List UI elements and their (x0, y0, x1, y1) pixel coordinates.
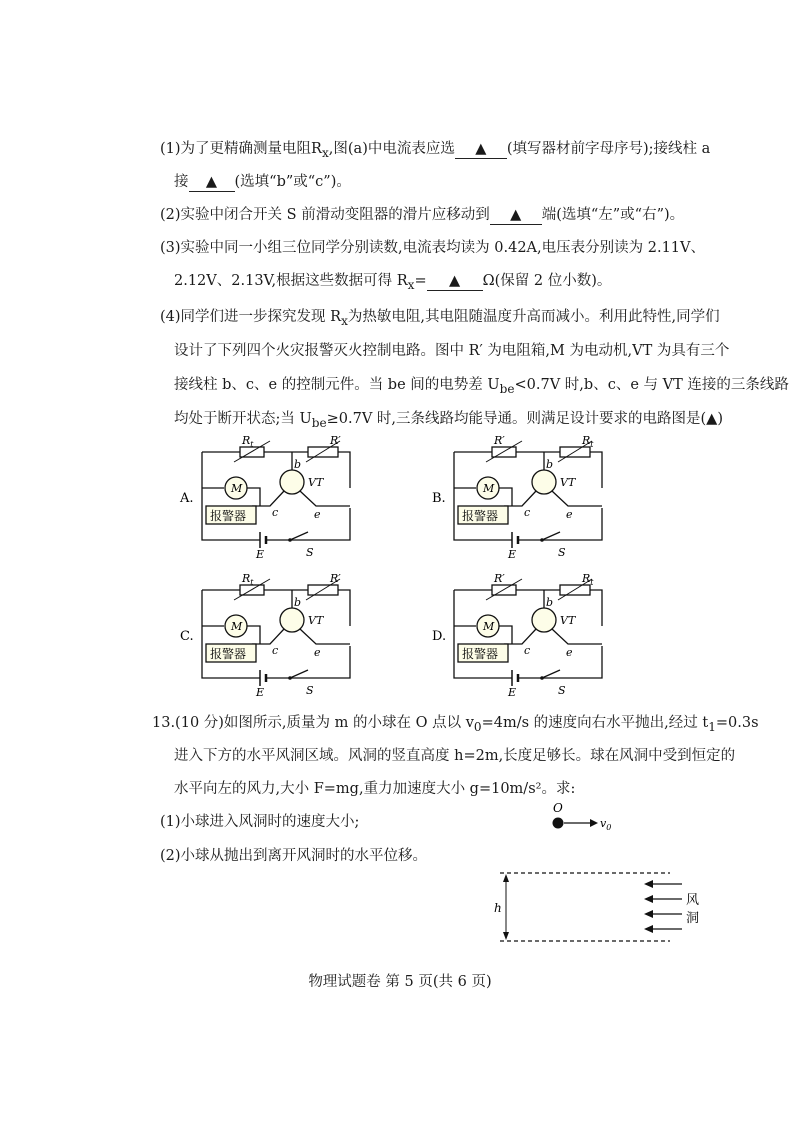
wire (499, 488, 512, 506)
answer-blank[interactable]: ▲ (189, 173, 235, 192)
wire (252, 629, 284, 644)
ball (553, 818, 564, 829)
terminal-c: c (272, 644, 279, 657)
subscript: t (590, 440, 594, 449)
motor-label: M (231, 620, 243, 633)
q12-part4-line2: 设计了下列四个火灾报警灭火控制电路。图中 R′ 为电阻箱,M 为电动机,VT 为具有三个 (174, 343, 730, 359)
terminal-e: e (314, 508, 321, 521)
option-letter: B. (432, 491, 446, 506)
resistor-right-label: $R_t$ (582, 434, 594, 449)
option-letter: D. (432, 629, 447, 644)
wind-arrows (652, 884, 682, 929)
battery-label: E (256, 686, 265, 699)
q12-part2: (2)实验中闭合开关 S 前滑动变阻器的滑片应移动到 ▲ 端(选填“左”或“右”)。 (160, 207, 685, 223)
switch-label: S (558, 684, 566, 697)
circuit-option-b[interactable] (432, 434, 602, 561)
terminal-c: c (272, 506, 279, 519)
vt-label: VT (308, 614, 324, 627)
switch-blade (542, 532, 560, 540)
q12-part4-line4: 均处于断开状态;当 $U_{be}\ge 0.7V$ 时,三条线路均能导通。则满足设计要求的电路图是(▲) (174, 411, 723, 430)
option-letter: A. (180, 491, 194, 506)
terminal-c: c (524, 506, 531, 519)
q13-sub1: (1)小球进入风洞时的速度大小; (160, 814, 360, 830)
alarm-label: 报警器 (462, 647, 499, 661)
q12-part1-line2: 接 ▲ (选填“b”或“c”)。 (174, 174, 351, 190)
q12-part4-line1: (4)同学们进一步探究发现 $R_x$为热敏电阻,其电阻随温度升高而减小。利用此特性,同学们 (160, 309, 720, 328)
terminal-b: b (294, 458, 302, 471)
subscript: t (590, 578, 594, 587)
alarm-label: 报警器 (210, 647, 247, 661)
vt-element (280, 608, 304, 632)
wire (590, 590, 602, 626)
q13-line3: 水平向左的风力,大小 F=mg,重力加速度大小 g=10m/s²。求: (174, 781, 576, 797)
switch-blade (290, 670, 308, 678)
alarm-label: 报警器 (462, 509, 499, 523)
vt-element (532, 470, 556, 494)
circuit-option-c[interactable] (180, 572, 350, 699)
q13-figure (494, 801, 699, 941)
vt-label: VT (560, 614, 576, 627)
subscript: t (250, 578, 254, 587)
wire (338, 452, 350, 488)
resistor-right-label: R′ (330, 434, 341, 447)
terminal-b: b (294, 596, 302, 609)
wire (552, 629, 602, 644)
answer-blank[interactable]: ▲ (490, 206, 542, 225)
switch-label: S (306, 684, 314, 697)
resistor-left-label: R′ (494, 434, 505, 447)
vt-label: VT (308, 476, 324, 489)
battery-label: E (256, 548, 265, 561)
wire (252, 491, 284, 506)
resistor-right-label: R′ (330, 572, 341, 585)
answer-blank[interactable]: ▲ (455, 140, 507, 159)
wire (590, 452, 602, 488)
wire (247, 626, 260, 644)
height-label: h (494, 901, 502, 915)
answer-blank[interactable]: ▲ (706, 411, 718, 427)
vt-element (280, 470, 304, 494)
circuit-option-a[interactable] (179, 434, 350, 561)
switch-label: S (558, 546, 566, 559)
v0-label: $v_0$ (600, 817, 612, 832)
resistor-left-label: $R_t$ (242, 572, 254, 587)
terminal-b: b (546, 458, 554, 471)
q13-line2: 进入下方的水平风洞区域。风洞的竖直高度 h=2m,长度足够长。球在风洞中受到恒定的 (174, 748, 736, 764)
switch-label: S (306, 546, 314, 559)
terminal-e: e (566, 646, 573, 659)
vt-element (532, 608, 556, 632)
alarm-label: 报警器 (210, 509, 247, 523)
q12-part1-line1: (1)为了更精确测量电阻$R_x$,图(a)中电流表应选 ▲ (填写器材前字母序号);接线柱 a (160, 141, 711, 160)
answer-blank[interactable]: ▲ (427, 272, 483, 291)
wire (504, 629, 536, 644)
origin-label: O (553, 801, 563, 815)
motor-label: M (483, 482, 495, 495)
motor-label: M (483, 620, 495, 633)
q12-part3-line1: (3)实验中同一小组三位同学分别读数,电流表均读为 0.42A,电压表分别读为 2.11V、 (160, 240, 705, 256)
wire (300, 491, 350, 506)
resistor-left-label: R′ (494, 572, 505, 585)
page-footer: 物理试题卷 第 5 页(共 6 页) (308, 974, 492, 990)
subscript: t (250, 440, 254, 449)
wire (504, 491, 536, 506)
terminal-c: c (524, 644, 531, 657)
motor-label: M (231, 482, 243, 495)
battery-label: E (508, 686, 517, 699)
wire (552, 491, 602, 506)
q13-sub2: (2)小球从抛出到离开风洞时的水平位移。 (160, 848, 428, 864)
terminal-e: e (566, 508, 573, 521)
option-letter: C. (180, 629, 194, 644)
wire (499, 626, 512, 644)
circuit-option-d[interactable] (432, 572, 602, 699)
q12-part3-line2: 2.12V、2.13V,根据这些数据可得 $R_x=$ ▲ Ω(保留 2 位小数)。 (174, 273, 612, 292)
resistor-right-label: $R_t$ (582, 572, 594, 587)
wire (300, 629, 350, 644)
wire (338, 590, 350, 626)
terminal-e: e (314, 646, 321, 659)
q13-line1: 13.(10 分)如图所示,质量为 m 的小球在 O 点以 $v_0=4m/s$ 的速度向右水平抛出,经过 $t_1=0.3s$ (152, 715, 759, 734)
wind-label-1: 风 (686, 893, 700, 908)
switch-blade (542, 670, 560, 678)
resistor-left-label: $R_t$ (242, 434, 254, 449)
wire (247, 488, 260, 506)
wind-label-2: 洞 (686, 911, 700, 926)
q12-part4-line3: 接线柱 b、c、e 的控制元件。当 be 间的电势差 $U_{be}<0.7V$ 时,b、c、e 与 VT 连接的三条线路 (174, 377, 789, 396)
switch-blade (290, 532, 308, 540)
terminal-b: b (546, 596, 554, 609)
battery-label: E (508, 548, 517, 561)
vt-label: VT (560, 476, 576, 489)
